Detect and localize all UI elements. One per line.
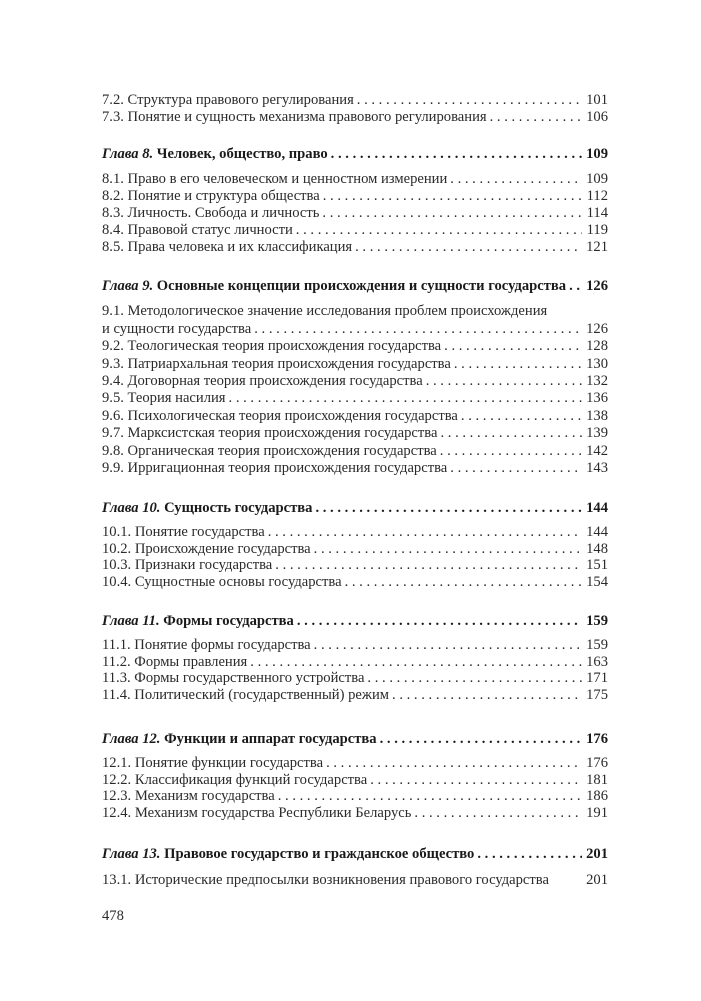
toc-entry	[102, 557, 608, 573]
entry-title: 9.5. Теория насилия	[102, 390, 226, 407]
chapter-page: 109	[586, 146, 608, 162]
entry-title: 9.7. Марксистская теория происхождения государства	[102, 425, 438, 442]
dot-leader	[323, 188, 582, 205]
dot-leader	[444, 338, 582, 355]
entry-title: 9.1. Методологическое значение исследования проблем происхождения	[102, 303, 548, 320]
toc-section	[102, 613, 608, 703]
chapter-label: Глава 8.	[102, 146, 154, 162]
entry-title: 8.4. Правовой статус личности	[102, 222, 293, 238]
toc-entry	[102, 425, 608, 442]
toc-entry	[102, 805, 608, 821]
toc-entry	[102, 321, 608, 338]
entry-page: 138	[586, 407, 608, 424]
toc-entry	[102, 654, 608, 670]
chapter-title	[102, 846, 474, 863]
toc-entry	[102, 460, 608, 477]
entry-title: 8.5. Права человека и их классификация	[102, 239, 353, 255]
chapter-name: Основные концепции происхождения и сущности государства	[156, 278, 567, 294]
entry-title: 12.2. Классификация функций государства	[102, 771, 368, 788]
toc-section	[102, 278, 608, 477]
dot-leader	[345, 574, 582, 590]
toc-entry	[102, 373, 608, 390]
entry-title: 9.4. Договорная теория происхождения государства	[102, 372, 423, 389]
dot-leader	[315, 500, 582, 516]
dot-leader	[275, 557, 582, 573]
chapter-heading	[102, 146, 608, 163]
toc-entry	[102, 872, 608, 889]
chapter-label: Глава 10.	[102, 500, 161, 516]
dot-leader	[296, 222, 582, 239]
toc-entry	[102, 171, 608, 188]
entry-page: 101	[586, 92, 608, 108]
entry-page: 126	[586, 320, 608, 337]
toc-entry	[102, 574, 608, 590]
chapter-page: 159	[586, 613, 608, 629]
toc-entry	[102, 541, 608, 557]
chapter-page: 126	[586, 278, 608, 294]
entry-title: 8.1. Право в его человеческом и ценностном измерении	[102, 171, 448, 187]
entry-page: 106	[586, 109, 608, 125]
entry-title: 9.2. Теологическая теория происхождения государства	[102, 338, 442, 355]
chapter-title	[102, 278, 566, 295]
entry-page: 163	[586, 653, 608, 670]
toc-entry	[102, 788, 608, 804]
entry-page: 154	[586, 573, 608, 590]
dot-leader	[454, 356, 582, 373]
dot-leader	[326, 755, 582, 771]
toc-entry	[102, 524, 608, 540]
dot-leader	[569, 278, 582, 295]
entry-page: 186	[586, 788, 608, 805]
entry-title: 10.4. Сущностные основы государства	[102, 573, 342, 590]
entry-title: 11.4. Политический (государственный) режим	[102, 686, 390, 703]
dot-leader	[314, 541, 582, 557]
entry-title: 11.2. Формы правления	[102, 653, 248, 670]
dot-leader	[331, 146, 582, 163]
entry-page: 201	[586, 872, 608, 888]
chapter-title	[102, 146, 328, 163]
entry-title: 9.8. Органическая теория происхождения государства	[102, 442, 437, 459]
entry-title: 7.2. Структура правового регулирования	[102, 92, 354, 108]
chapter-heading	[102, 500, 608, 516]
entry-title: 8.3. Личность. Свобода и личность	[102, 205, 320, 221]
entry-title: 10.1. Понятие государства	[102, 524, 265, 541]
chapter-name: Функции и аппарат государства	[164, 731, 377, 747]
dot-leader	[250, 654, 582, 670]
page-number: 478	[102, 908, 124, 924]
chapter-title	[102, 500, 312, 516]
entry-title: 12.4. Механизм государства Республики Беларусь	[102, 804, 412, 821]
chapter-label: Глава 9.	[102, 278, 154, 294]
entry-title: 11.1. Понятие формы государства	[102, 637, 311, 654]
entry-title: 13.1. Исторические предпосылки возникновения правового государства	[102, 872, 549, 888]
toc-entry	[102, 687, 608, 703]
chapter-heading	[102, 278, 608, 295]
dot-leader	[297, 613, 582, 629]
toc-section	[102, 500, 608, 590]
chapter-heading	[102, 731, 608, 747]
entry-page: 114	[586, 205, 608, 221]
entry-page: 142	[586, 442, 608, 459]
dot-leader	[322, 205, 582, 222]
dot-leader	[367, 670, 582, 686]
toc-entry	[102, 222, 608, 239]
chapter-name: Сущность государства	[164, 500, 313, 516]
chapter-name: Формы государства	[163, 613, 294, 629]
chapter-heading	[102, 846, 608, 863]
entry-title: 9.3. Патриархальная теория происхождения государства	[102, 355, 451, 372]
entry-title: и сущности государства	[102, 320, 252, 337]
toc-section	[102, 146, 608, 256]
dot-leader	[461, 408, 582, 425]
toc-entry	[102, 390, 608, 407]
toc-entry	[102, 670, 608, 686]
toc-section	[102, 92, 608, 126]
chapter-title	[102, 613, 294, 629]
dot-leader	[278, 788, 582, 804]
dot-leader	[268, 524, 582, 540]
dot-leader	[450, 171, 582, 188]
dot-leader	[477, 846, 582, 863]
entry-page: 132	[586, 372, 608, 389]
entry-page: 181	[586, 771, 608, 788]
entry-page: 112	[586, 188, 608, 204]
chapter-label: Глава 11.	[102, 613, 160, 629]
entry-title: 12.3. Механизм государства	[102, 788, 275, 805]
entry-page: 143	[586, 459, 608, 476]
toc-section	[102, 846, 608, 889]
entry-page: 176	[586, 755, 608, 772]
entry-title: 9.6. Психологическая теория происхождения государства	[102, 407, 458, 424]
entry-page: 119	[586, 222, 608, 238]
chapter-name: Человек, общество, право	[156, 146, 328, 162]
dot-leader	[426, 373, 582, 390]
entry-page: 191	[586, 804, 608, 821]
toc-entry	[102, 205, 608, 222]
entry-page: 148	[586, 540, 608, 557]
dot-leader	[254, 321, 582, 338]
toc-entry	[102, 188, 608, 205]
chapter-page: 176	[586, 731, 608, 747]
chapter-page: 201	[586, 846, 608, 862]
entry-page: 171	[586, 670, 608, 687]
entry-title: 11.3. Формы государственного устройства	[102, 670, 365, 687]
dot-leader	[380, 731, 582, 747]
dot-leader	[490, 109, 582, 126]
entry-page: 151	[586, 557, 608, 574]
chapter-label: Глава 13.	[102, 846, 161, 862]
entry-title: 9.9. Ирригационная теория происхождения государства	[102, 459, 448, 476]
toc-entry	[102, 356, 608, 373]
entry-title: 7.3. Понятие и сущность механизма правового регулирования	[102, 109, 487, 125]
toc-entry	[102, 443, 608, 460]
toc-section	[102, 731, 608, 821]
entry-title: 10.2. Происхождение государства	[102, 540, 311, 557]
toc-entry	[102, 637, 608, 653]
toc-entry	[102, 303, 608, 320]
toc-entry	[102, 755, 608, 771]
chapter-label: Глава 12.	[102, 731, 161, 747]
dot-leader	[440, 425, 582, 442]
chapter-heading	[102, 613, 608, 629]
dot-leader	[229, 390, 582, 407]
entry-title: 12.1. Понятие функции государства	[102, 755, 324, 772]
toc-entry	[102, 239, 608, 256]
toc-entry	[102, 408, 608, 425]
entry-page: 175	[586, 686, 608, 703]
toc-entry	[102, 109, 608, 126]
toc-entry	[102, 92, 608, 109]
chapter-title	[102, 731, 377, 747]
dot-leader	[355, 239, 582, 256]
dot-leader	[450, 460, 582, 477]
entry-title: 8.2. Понятие и структура общества	[102, 188, 320, 204]
entry-title: 10.3. Признаки государства	[102, 557, 273, 574]
entry-page: 130	[586, 355, 608, 372]
entry-page: 121	[586, 239, 608, 255]
dot-leader	[314, 637, 582, 653]
entry-page: 128	[586, 338, 608, 355]
entry-page: 159	[586, 637, 608, 654]
dot-leader	[414, 805, 582, 821]
toc-entry	[102, 338, 608, 355]
dot-leader	[440, 443, 582, 460]
entry-page: 109	[586, 171, 608, 187]
chapter-page: 144	[586, 500, 608, 516]
dot-leader	[370, 772, 582, 788]
toc-entry	[102, 772, 608, 788]
entry-page: 144	[586, 524, 608, 541]
entry-page: 139	[586, 425, 608, 442]
chapter-name: Правовое государство и гражданское общество	[164, 846, 475, 862]
entry-page: 136	[586, 390, 608, 407]
dot-leader	[392, 687, 582, 703]
dot-leader	[357, 92, 582, 109]
